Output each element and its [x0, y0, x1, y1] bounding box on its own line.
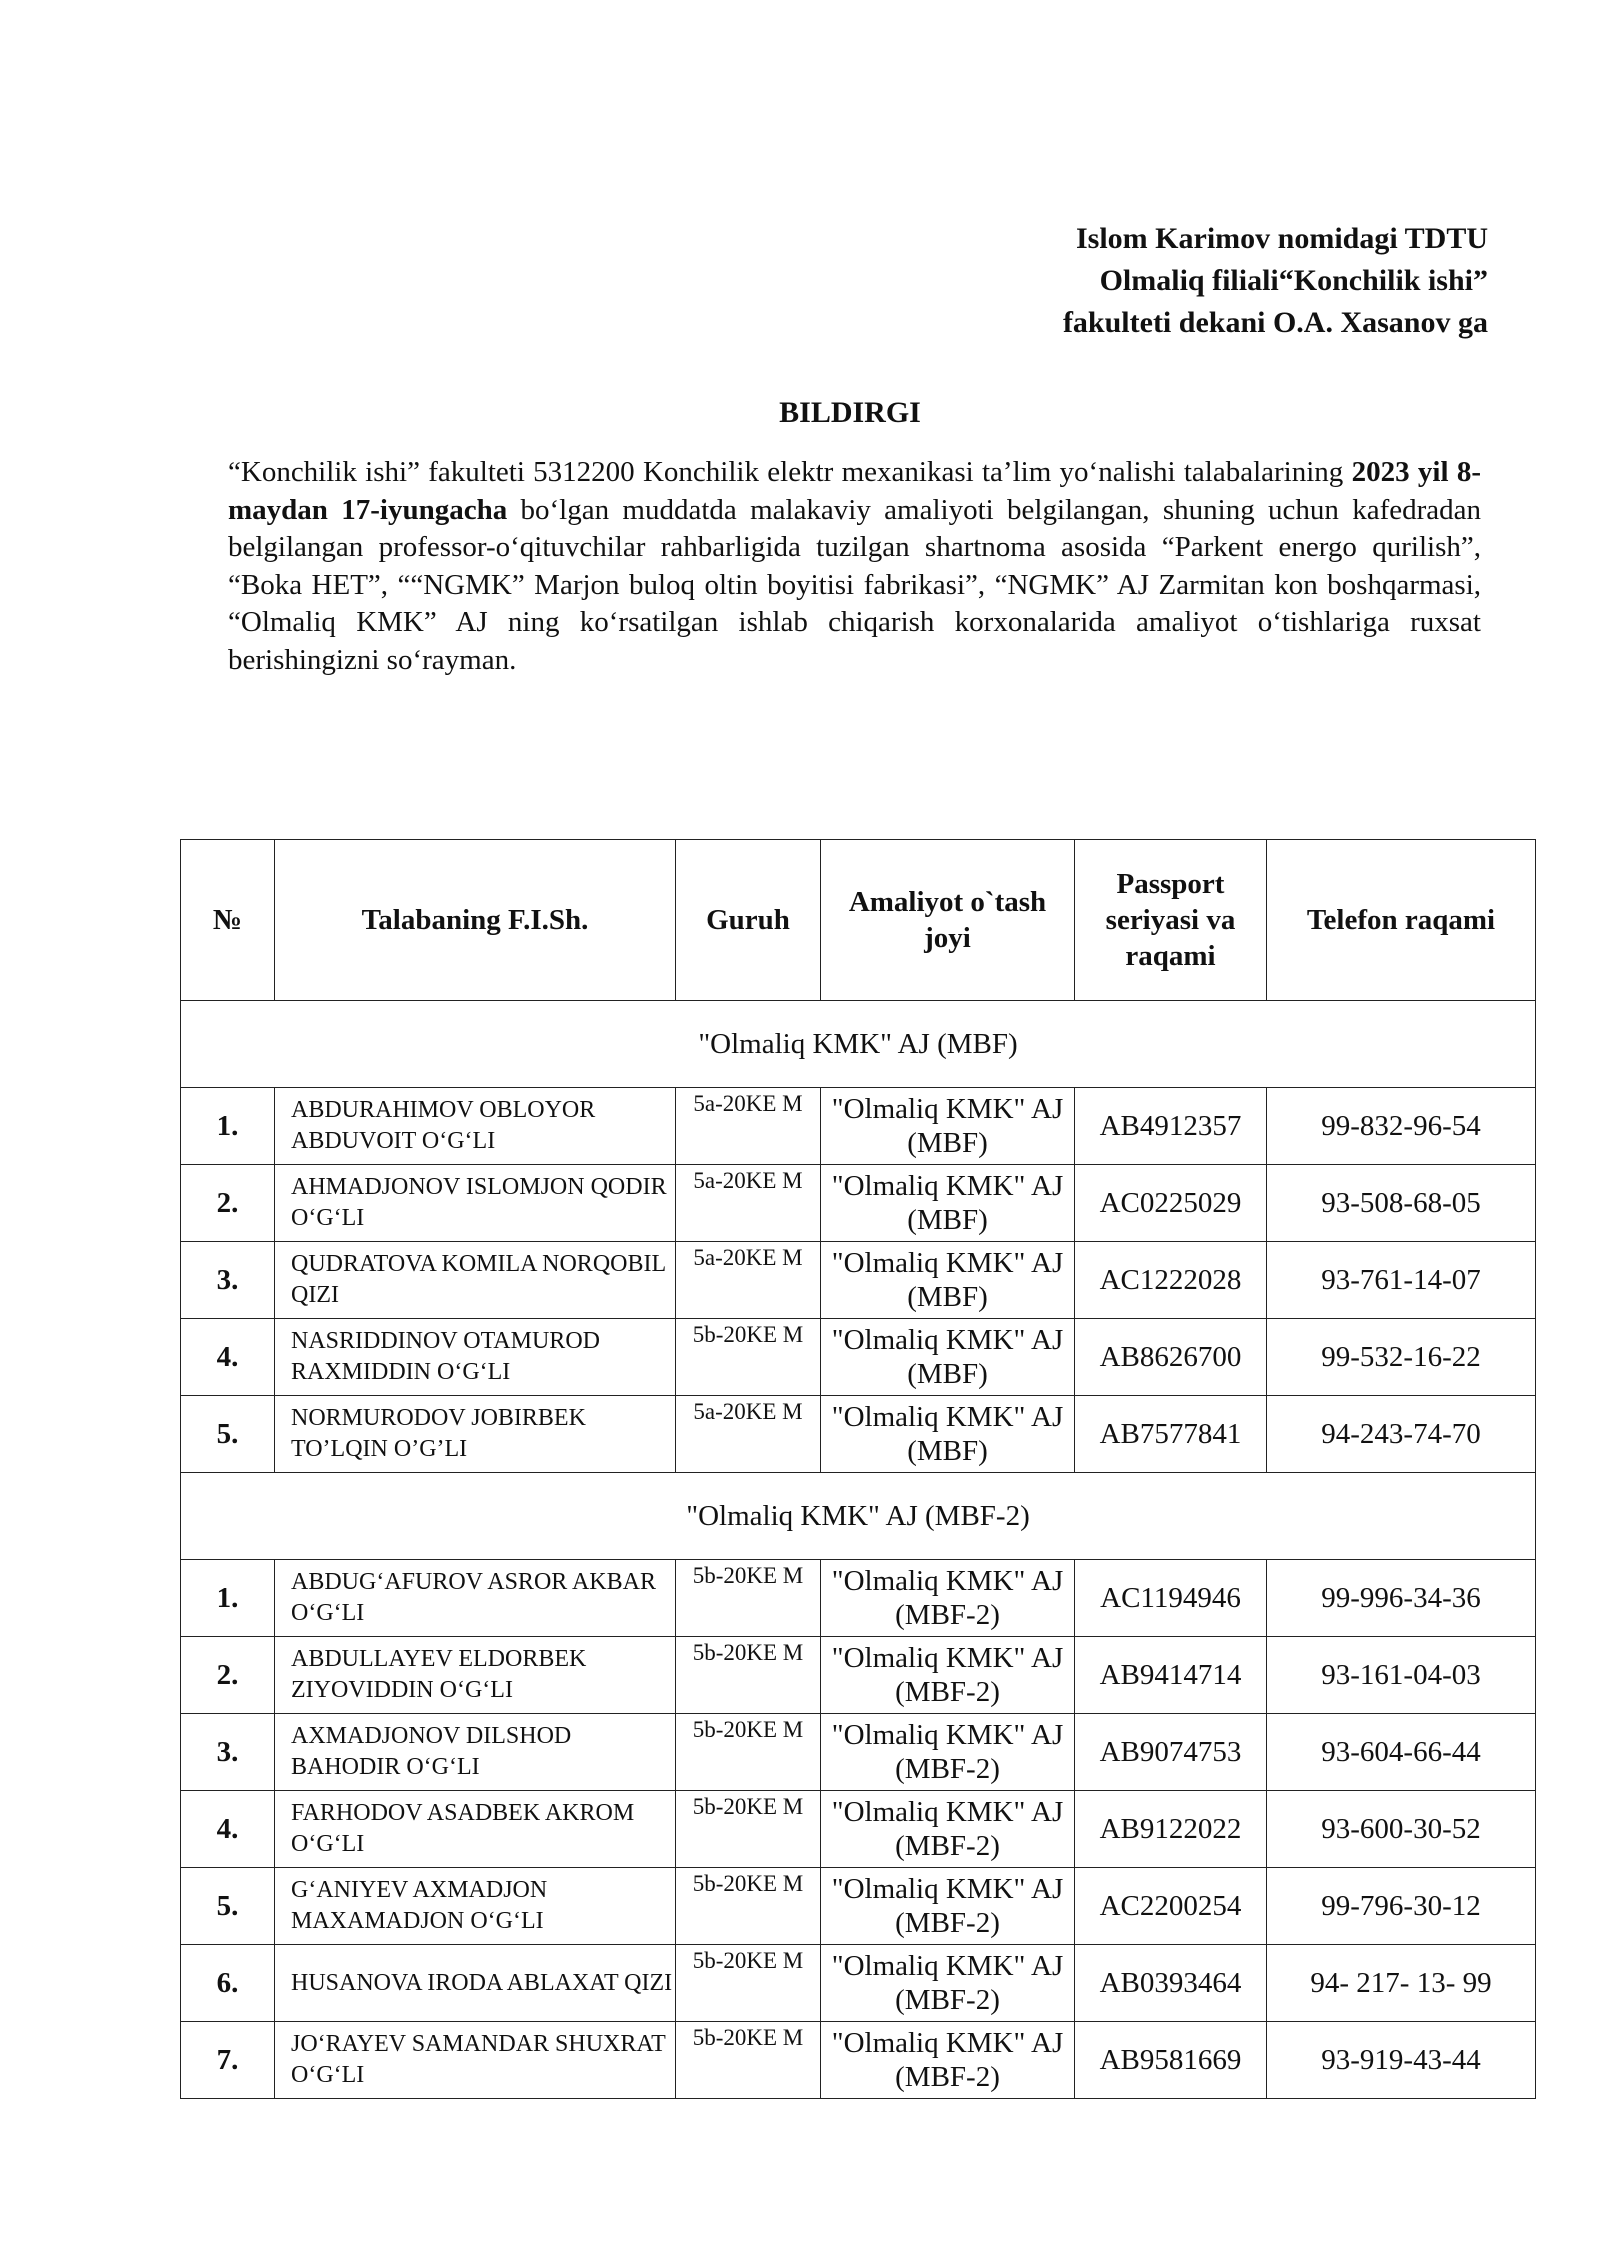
- student-name: G‘ANIYEV AXMADJON MAXAMADJON O‘G‘LI: [275, 1868, 676, 1945]
- student-name: ABDUG‘AFUROV ASROR AKBAR O‘G‘LI: [275, 1560, 676, 1637]
- practice-place: "Olmaliq KMK" AJ (MBF): [821, 1088, 1075, 1165]
- practice-place: "Olmaliq KMK" AJ (MBF-2): [821, 1945, 1075, 2022]
- table-row: [181, 1319, 1536, 1396]
- document-title: BILDIRGI: [779, 396, 921, 429]
- practice-place: "Olmaliq KMK" AJ (MBF-2): [821, 1714, 1075, 1791]
- student-name: ABDULLAYEV ELDORBEK ZIYOVIDDIN O‘G‘LI: [275, 1637, 676, 1714]
- phone-number: 93-161-04-03: [1267, 1637, 1536, 1714]
- student-name: QUDRATOVA KOMILA NORQOBIL QIZI: [275, 1242, 676, 1319]
- column-header: Passport seriyasi va raqami: [1075, 840, 1267, 1001]
- phone-number: 99-832-96-54: [1267, 1088, 1536, 1165]
- table-row: [181, 1560, 1536, 1637]
- phone-number: 99-996-34-36: [1267, 1560, 1536, 1637]
- student-name: FARHODOV ASADBEK AKROM O‘G‘LI: [275, 1791, 676, 1868]
- passport-number: AB9122022: [1075, 1791, 1267, 1868]
- table-row: [181, 1088, 1536, 1165]
- addressee-line: Olmaliq filiali“Konchilik ishi”: [1099, 264, 1488, 297]
- row-number: 4.: [181, 1791, 275, 1868]
- addressee-block: [1063, 218, 1488, 344]
- table-row: [181, 1791, 1536, 1868]
- row-number: 2.: [181, 1165, 275, 1242]
- table-row: [181, 1242, 1536, 1319]
- table-row: [181, 1165, 1536, 1242]
- student-name: NORMURODOV JOBIRBEK TO’LQIN O’G’LI: [275, 1396, 676, 1473]
- student-group: 5b-20KE M: [676, 2022, 821, 2099]
- phone-number: 93-761-14-07: [1267, 1242, 1536, 1319]
- row-number: 6.: [181, 1945, 275, 2022]
- practice-place: "Olmaliq KMK" AJ (MBF-2): [821, 1560, 1075, 1637]
- passport-number: AB9074753: [1075, 1714, 1267, 1791]
- practice-place: "Olmaliq KMK" AJ (MBF-2): [821, 1868, 1075, 1945]
- column-header: №: [181, 840, 275, 1001]
- table-row: [181, 1396, 1536, 1473]
- row-number: 3.: [181, 1242, 275, 1319]
- student-name: NASRIDDINOV OTAMUROD RAXMIDDIN O‘G‘LI: [275, 1319, 676, 1396]
- student-group: 5b-20KE M: [676, 1637, 821, 1714]
- column-header: Guruh: [676, 840, 821, 1001]
- body-text-part: bo‘lgan muddatda malakaviy amaliyoti belgilangan, shuning uchun kafedradan belgilangan professor-o‘qituvchilar rahbarligida tuzilgan shartnoma asosida “Parkent energo qurilish”, “Boka HET”, ““NGMK” Marjon buloq oltin boyitisi fabrikasi”, “NGMK” AJ Zarmitan kon boshqarmasi, “Olmaliq KMK” AJ ning ko‘rsatilgan ishlab chiqarish korxonalarida amaliyot o‘tishlariga ruxsat berishingizni so‘rayman.: [228, 493, 1481, 676]
- student-name: ABDURAHIMOV OBLOYOR ABDUVOIT O‘G‘LI: [275, 1088, 676, 1165]
- student-group: 5b-20KE M: [676, 1791, 821, 1868]
- practice-place: "Olmaliq KMK" AJ (MBF): [821, 1319, 1075, 1396]
- addressee-line: fakulteti dekani O.A. Xasanov ga: [1062, 306, 1488, 339]
- phone-number: 94-243-74-70: [1267, 1396, 1536, 1473]
- phone-number: 93-508-68-05: [1267, 1165, 1536, 1242]
- table-row: [181, 1714, 1536, 1791]
- student-name: JO‘RAYEV SAMANDAR SHUXRAT O‘G‘LI: [275, 2022, 676, 2099]
- column-header: Telefon raqami: [1267, 840, 1536, 1001]
- passport-number: AC2200254: [1075, 1868, 1267, 1945]
- phone-number: 93-919-43-44: [1267, 2022, 1536, 2099]
- student-group: 5a-20KE M: [676, 1165, 821, 1242]
- section-row: [181, 1473, 1536, 1560]
- passport-number: AB9581669: [1075, 2022, 1267, 2099]
- student-name: HUSANOVA IRODA ABLAXAT QIZI: [275, 1945, 676, 2022]
- student-group: 5b-20KE M: [676, 1319, 821, 1396]
- table-row: [181, 1868, 1536, 1945]
- row-number: 4.: [181, 1319, 275, 1396]
- passport-number: AC1194946: [1075, 1560, 1267, 1637]
- practice-place: "Olmaliq KMK" AJ (MBF): [821, 1242, 1075, 1319]
- student-group: 5b-20KE M: [676, 1714, 821, 1791]
- practice-place: "Olmaliq KMK" AJ (MBF-2): [821, 2022, 1075, 2099]
- students-table: [180, 839, 1536, 2099]
- section-title: "Olmaliq KMK" AJ (MBF): [181, 1001, 1536, 1088]
- passport-number: AC0225029: [1075, 1165, 1267, 1242]
- phone-number: 99-796-30-12: [1267, 1868, 1536, 1945]
- student-group: 5a-20KE M: [676, 1396, 821, 1473]
- phone-number: 99-532-16-22: [1267, 1319, 1536, 1396]
- phone-number: 93-600-30-52: [1267, 1791, 1536, 1868]
- practice-place: "Olmaliq KMK" AJ (MBF-2): [821, 1791, 1075, 1868]
- student-group: 5a-20KE M: [676, 1242, 821, 1319]
- passport-number: AB0393464: [1075, 1945, 1267, 2022]
- section-title: "Olmaliq KMK" AJ (MBF-2): [181, 1473, 1536, 1560]
- practice-place: "Olmaliq KMK" AJ (MBF): [821, 1396, 1075, 1473]
- table-row: [181, 2022, 1536, 2099]
- student-group: 5a-20KE M: [676, 1088, 821, 1165]
- section-row: [181, 1001, 1536, 1088]
- row-number: 1.: [181, 1088, 275, 1165]
- row-number: 3.: [181, 1714, 275, 1791]
- phone-number: 93-604-66-44: [1267, 1714, 1536, 1791]
- row-number: 1.: [181, 1560, 275, 1637]
- student-group: 5b-20KE M: [676, 1560, 821, 1637]
- student-name: AHMADJONOV ISLOMJON QODIR O‘G‘LI: [275, 1165, 676, 1242]
- passport-number: AB4912357: [1075, 1088, 1267, 1165]
- body-text-part: “Konchilik ishi” fakulteti 5312200 Konchilik elektr mexanikasi ta’lim yo‘nalishi talabalarining: [228, 456, 1352, 488]
- phone-number: 94- 217- 13- 99: [1267, 1945, 1536, 2022]
- table-row: [181, 1945, 1536, 2022]
- column-header: Amaliyot o`tash joyi: [821, 840, 1075, 1001]
- table-header-row: [181, 840, 1536, 1001]
- student-name: AXMADJONOV DILSHOD BAHODIR O‘G‘LI: [275, 1714, 676, 1791]
- student-group: 5b-20KE M: [676, 1945, 821, 2022]
- row-number: 2.: [181, 1637, 275, 1714]
- addressee-line: Islom Karimov nomidagi TDTU: [1076, 222, 1488, 255]
- table-row: [181, 1637, 1536, 1714]
- practice-place: "Olmaliq KMK" AJ (MBF-2): [821, 1637, 1075, 1714]
- row-number: 7.: [181, 2022, 275, 2099]
- passport-number: AC1222028: [1075, 1242, 1267, 1319]
- column-header: Talabaning F.I.Sh.: [275, 840, 676, 1001]
- passport-number: AB8626700: [1075, 1319, 1267, 1396]
- body-paragraph: [228, 454, 1481, 679]
- passport-number: AB7577841: [1075, 1396, 1267, 1473]
- body-dates: 2023 yil 8- maydan 17-iyungacha: [228, 456, 1481, 526]
- practice-place: "Olmaliq KMK" AJ (MBF): [821, 1165, 1075, 1242]
- row-number: 5.: [181, 1868, 275, 1945]
- row-number: 5.: [181, 1396, 275, 1473]
- student-group: 5b-20KE M: [676, 1868, 821, 1945]
- passport-number: AB9414714: [1075, 1637, 1267, 1714]
